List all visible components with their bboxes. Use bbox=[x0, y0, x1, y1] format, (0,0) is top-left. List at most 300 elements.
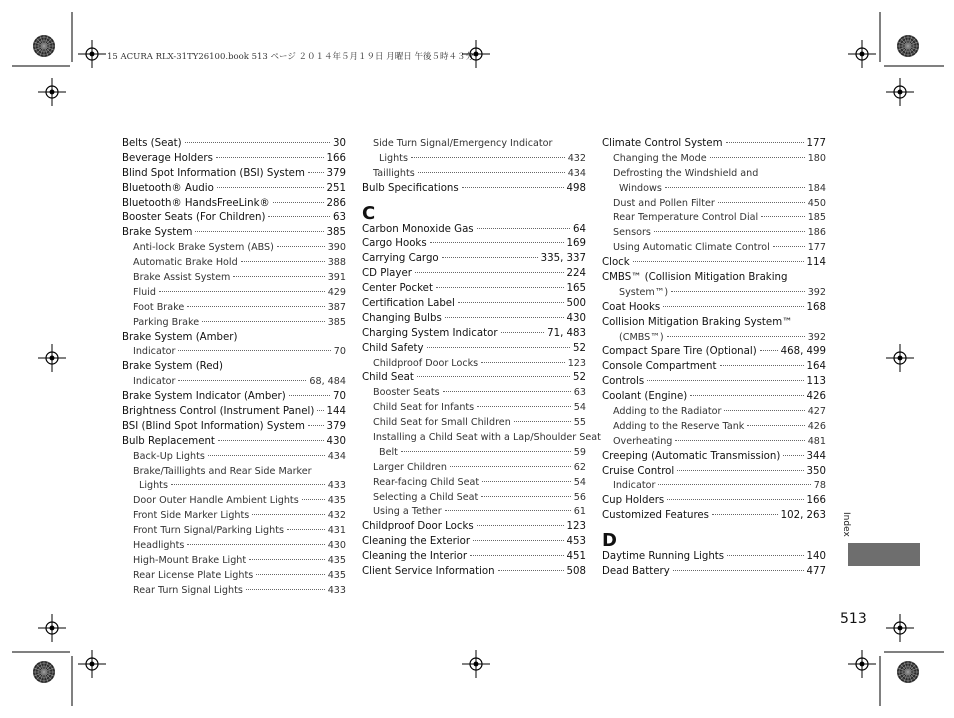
entry-label: Blind Spot Information (BSI) System bbox=[122, 167, 305, 179]
dot-leader bbox=[720, 365, 804, 366]
entry-page-ref: 427 bbox=[807, 406, 826, 418]
index-subentry bbox=[122, 479, 346, 494]
index-entry bbox=[602, 137, 826, 152]
index-entry bbox=[362, 182, 586, 197]
dot-leader bbox=[677, 470, 803, 471]
dot-leader bbox=[249, 559, 325, 560]
index-subentry bbox=[602, 211, 826, 226]
index-subentry bbox=[122, 524, 346, 539]
index-subentry bbox=[122, 584, 346, 599]
entry-label: Side Turn Signal/Emergency Indicator bbox=[373, 138, 553, 149]
dot-leader bbox=[761, 216, 805, 217]
entry-label: Child Seat for Infants bbox=[373, 402, 475, 414]
entry-label: Changing Bulbs bbox=[362, 312, 442, 324]
dot-leader bbox=[675, 440, 804, 441]
entry-label: BSI (Blind Spot Information) System bbox=[122, 420, 305, 432]
entry-label: Using a Tether bbox=[373, 506, 442, 518]
entry-label: Indicator bbox=[613, 480, 656, 492]
entry-label: Customized Features bbox=[602, 510, 709, 522]
entry-page-ref: 432 bbox=[327, 510, 346, 522]
index-subentry bbox=[362, 476, 586, 491]
entry-page-ref: 144 bbox=[326, 406, 346, 418]
index-entry bbox=[122, 360, 346, 375]
entry-label: Booster Seats (For Children) bbox=[122, 212, 266, 224]
index-entry bbox=[602, 375, 826, 390]
entry-label: Bluetooth® Audio bbox=[122, 182, 214, 194]
entry-page-ref: 30 bbox=[333, 138, 346, 149]
entry-label: Console Compartment bbox=[602, 361, 717, 373]
color-rosette bbox=[897, 661, 919, 683]
index-entry bbox=[122, 197, 346, 212]
entry-page-ref: 392 bbox=[807, 286, 826, 298]
index-subentry bbox=[362, 461, 586, 476]
entry-page-ref: 350 bbox=[806, 465, 826, 477]
entry-label: Climate Control System bbox=[602, 138, 723, 149]
index-entry bbox=[362, 252, 586, 267]
entry-page-ref: 169 bbox=[566, 238, 586, 250]
index-column-3 bbox=[602, 137, 826, 580]
entry-page-ref: 224 bbox=[566, 268, 586, 280]
entry-label: Brake Assist System bbox=[133, 272, 231, 284]
entry-label: Compact Spare Tire (Optional) bbox=[602, 346, 757, 358]
index-subentry bbox=[602, 479, 826, 494]
entry-label: Larger Children bbox=[373, 461, 447, 473]
entry-page-ref: 390 bbox=[327, 242, 346, 254]
entry-page-ref: 286 bbox=[326, 197, 346, 209]
entry-label: Rear Temperature Control Dial bbox=[613, 212, 759, 224]
entry-page-ref: 379 bbox=[326, 167, 346, 179]
index-subentry bbox=[602, 435, 826, 450]
dot-leader bbox=[233, 276, 324, 277]
index-entry bbox=[122, 211, 346, 226]
index-subentry bbox=[122, 465, 346, 480]
dot-leader bbox=[690, 395, 803, 396]
entry-page-ref: 177 bbox=[806, 138, 826, 149]
entry-label: Windows bbox=[619, 182, 662, 194]
entry-page-ref: 379 bbox=[326, 420, 346, 432]
entry-label: Cruise Control bbox=[602, 465, 675, 477]
index-entry bbox=[122, 331, 346, 346]
entry-page-ref: 62 bbox=[573, 461, 586, 473]
index-subentry bbox=[362, 416, 586, 431]
entry-label: Brake System (Amber) bbox=[122, 331, 238, 343]
entry-page-ref: 114 bbox=[806, 257, 826, 269]
entry-page-ref: 432 bbox=[567, 152, 586, 164]
dot-leader bbox=[246, 589, 325, 590]
dot-leader bbox=[308, 425, 324, 426]
index-subentry bbox=[602, 420, 826, 435]
entry-label: Taillights bbox=[373, 167, 415, 179]
index-entry bbox=[362, 282, 586, 297]
dot-leader bbox=[208, 455, 325, 456]
dot-leader bbox=[317, 410, 323, 411]
entry-label: System™) bbox=[619, 286, 669, 298]
entry-label: Daytime Running Lights bbox=[602, 551, 725, 563]
dot-leader bbox=[654, 231, 805, 232]
entry-page-ref: 166 bbox=[806, 495, 826, 507]
entry-page-ref: 166 bbox=[326, 152, 346, 164]
entry-page-ref: 433 bbox=[327, 480, 346, 492]
entry-label: Cargo Hooks bbox=[362, 238, 427, 250]
index-subentry bbox=[602, 241, 826, 256]
index-subentry bbox=[122, 271, 346, 286]
dot-leader bbox=[760, 350, 778, 351]
entry-page-ref: 392 bbox=[807, 331, 826, 343]
entry-label: Carrying Cargo bbox=[362, 253, 439, 265]
entry-label: Belt bbox=[379, 446, 398, 458]
registration-target bbox=[38, 614, 66, 642]
entry-label: Defrosting the Windshield and bbox=[613, 167, 759, 179]
entry-page-ref: 435 bbox=[327, 554, 346, 566]
dot-leader bbox=[718, 202, 805, 203]
dot-leader bbox=[302, 499, 325, 500]
index-entry bbox=[602, 509, 826, 524]
entry-page-ref: 450 bbox=[807, 197, 826, 209]
index-entry bbox=[602, 345, 826, 360]
dot-leader bbox=[415, 272, 564, 273]
dot-leader bbox=[501, 332, 545, 333]
dot-leader bbox=[218, 440, 324, 441]
dot-leader bbox=[436, 287, 564, 288]
dot-leader bbox=[724, 410, 804, 411]
index-entry bbox=[122, 167, 346, 182]
entry-label: Child Seat for Small Children bbox=[373, 417, 511, 429]
entry-page-ref: 59 bbox=[573, 446, 586, 458]
entry-label: Using Automatic Climate Control bbox=[613, 242, 770, 254]
index-entry bbox=[362, 520, 586, 535]
entry-label: Cup Holders bbox=[602, 495, 665, 507]
dot-leader bbox=[418, 172, 565, 173]
entry-label: Front Turn Signal/Parking Lights bbox=[133, 525, 284, 537]
dot-leader bbox=[712, 514, 778, 515]
entry-page-ref: 481 bbox=[807, 435, 826, 447]
entry-label: Door Outer Handle Ambient Lights bbox=[133, 495, 299, 507]
index-tab bbox=[848, 543, 920, 566]
page-number: 513 bbox=[840, 611, 867, 627]
index-subentry bbox=[122, 345, 346, 360]
index-subentry bbox=[362, 446, 586, 461]
index-entry bbox=[122, 137, 346, 152]
entry-page-ref: 385 bbox=[327, 316, 346, 328]
entry-page-ref: 388 bbox=[327, 257, 346, 269]
dot-leader bbox=[481, 496, 570, 497]
entry-label: Lights bbox=[379, 152, 408, 164]
registration-target bbox=[78, 650, 106, 678]
index-entry bbox=[362, 565, 586, 580]
index-subentry bbox=[122, 256, 346, 271]
entry-label: Selecting a Child Seat bbox=[373, 491, 479, 503]
dot-leader bbox=[202, 321, 325, 322]
color-rosette bbox=[897, 35, 919, 57]
dot-leader bbox=[477, 228, 570, 229]
entry-page-ref: 54 bbox=[573, 402, 586, 414]
index-column-1 bbox=[122, 137, 346, 599]
index-subentry bbox=[362, 137, 586, 152]
index-subentry bbox=[122, 301, 346, 316]
registration-target bbox=[78, 40, 106, 68]
index-entry bbox=[122, 226, 346, 241]
entry-page-ref: 54 bbox=[573, 476, 586, 488]
dot-leader bbox=[268, 216, 330, 217]
dot-leader bbox=[216, 157, 324, 158]
index-tab-label: Index bbox=[841, 512, 851, 537]
entry-page-ref: 477 bbox=[806, 566, 826, 578]
entry-label: Front Side Marker Lights bbox=[133, 510, 250, 522]
dot-leader bbox=[430, 242, 564, 243]
entry-page-ref: 387 bbox=[327, 301, 346, 313]
entry-label: Rear License Plate Lights bbox=[133, 569, 254, 581]
entry-label: Brake System Indicator (Amber) bbox=[122, 391, 286, 403]
dot-leader bbox=[427, 347, 571, 348]
entry-page-ref: 434 bbox=[327, 450, 346, 462]
entry-label: Child Seat bbox=[362, 372, 414, 384]
color-rosette bbox=[33, 35, 55, 57]
dot-leader bbox=[773, 246, 805, 247]
entry-page-ref: 391 bbox=[327, 272, 346, 284]
entry-page-ref: 164 bbox=[806, 361, 826, 373]
index-subentry bbox=[122, 494, 346, 509]
entry-page-ref: 123 bbox=[567, 357, 586, 369]
index-entry bbox=[362, 237, 586, 252]
dot-leader bbox=[473, 540, 564, 541]
index-entry bbox=[602, 494, 826, 509]
dot-leader bbox=[477, 406, 571, 407]
index-subentry bbox=[602, 197, 826, 212]
index-subentry bbox=[122, 569, 346, 584]
index-subentry bbox=[122, 539, 346, 554]
entry-label: Indicator bbox=[133, 376, 176, 388]
index-subentry bbox=[362, 357, 586, 372]
index-entry bbox=[122, 182, 346, 197]
dot-leader bbox=[783, 455, 803, 456]
entry-page-ref: 344 bbox=[806, 450, 826, 462]
entry-label: Center Pocket bbox=[362, 283, 433, 295]
index-entry bbox=[122, 435, 346, 450]
dot-leader bbox=[470, 555, 564, 556]
entry-page-ref: 430 bbox=[566, 312, 586, 324]
dot-leader bbox=[443, 391, 571, 392]
entry-label: Parking Brake bbox=[133, 316, 200, 328]
index-entry bbox=[122, 405, 346, 420]
registration-target bbox=[38, 78, 66, 106]
entry-label: Coat Hooks bbox=[602, 301, 661, 313]
dot-leader bbox=[401, 451, 571, 452]
entry-label: Creeping (Automatic Transmission) bbox=[602, 450, 781, 462]
entry-label: Childproof Door Locks bbox=[373, 357, 479, 369]
entry-page-ref: 251 bbox=[326, 182, 346, 194]
index-entry bbox=[122, 420, 346, 435]
index-subentry bbox=[362, 152, 586, 167]
index-entry bbox=[362, 297, 586, 312]
entry-label: Client Service Information bbox=[362, 566, 495, 578]
index-entry bbox=[602, 465, 826, 480]
entry-label: Belts (Seat) bbox=[122, 138, 182, 149]
entry-label: Cleaning the Interior bbox=[362, 551, 468, 563]
registration-target bbox=[462, 650, 490, 678]
registration-target bbox=[462, 40, 490, 68]
index-letter-heading: C bbox=[362, 202, 376, 224]
entry-label: Rear-facing Child Seat bbox=[373, 476, 480, 488]
dot-leader bbox=[477, 525, 564, 526]
entry-page-ref: 430 bbox=[327, 540, 346, 552]
entry-page-ref: 52 bbox=[573, 342, 586, 354]
index-subentry bbox=[362, 167, 586, 182]
entry-label: Bulb Specifications bbox=[362, 182, 459, 194]
entry-label: Brake System bbox=[122, 227, 193, 239]
index-subentry bbox=[602, 405, 826, 420]
index-subentry bbox=[122, 509, 346, 524]
index-column-2 bbox=[362, 137, 601, 580]
dot-leader bbox=[665, 187, 805, 188]
index-subentry bbox=[602, 226, 826, 241]
index-subentry bbox=[602, 286, 826, 301]
index-subentry bbox=[362, 401, 586, 416]
index-entry bbox=[122, 390, 346, 405]
entry-label: Brightness Control (Instrument Panel) bbox=[122, 406, 315, 418]
entry-label: Adding to the Radiator bbox=[613, 406, 722, 418]
index-subentry bbox=[122, 241, 346, 256]
entry-label: Headlights bbox=[133, 540, 185, 552]
index-entry bbox=[602, 550, 826, 565]
dot-leader bbox=[462, 187, 564, 188]
index-subentry bbox=[362, 505, 586, 520]
dot-leader bbox=[667, 499, 803, 500]
entry-label: Rear Turn Signal Lights bbox=[133, 584, 243, 596]
entry-label: Overheating bbox=[613, 435, 673, 447]
index-letter-heading: D bbox=[602, 530, 617, 552]
dot-leader bbox=[195, 231, 323, 232]
registration-target bbox=[848, 650, 876, 678]
index-entry bbox=[602, 271, 826, 286]
entry-label: Controls bbox=[602, 376, 645, 388]
entry-page-ref: 434 bbox=[567, 167, 586, 179]
dot-leader bbox=[289, 395, 330, 396]
entry-page-ref: 165 bbox=[566, 283, 586, 295]
index-subentry bbox=[602, 152, 826, 167]
registration-target bbox=[848, 40, 876, 68]
index-entry bbox=[602, 565, 826, 580]
index-entry bbox=[362, 312, 586, 327]
dot-leader bbox=[671, 291, 805, 292]
entry-page-ref: 68, 484 bbox=[309, 376, 346, 388]
entry-label: Coolant (Engine) bbox=[602, 391, 688, 403]
entry-label: CMBS™ (Collision Mitigation Braking bbox=[602, 272, 788, 284]
entry-label: Fluid bbox=[133, 286, 157, 298]
entry-label: Certification Label bbox=[362, 298, 455, 310]
entry-page-ref: 177 bbox=[807, 242, 826, 254]
index-entry bbox=[362, 327, 586, 342]
index-subentry bbox=[362, 491, 586, 506]
dot-leader bbox=[482, 481, 571, 482]
entry-label: Collision Mitigation Braking System™ bbox=[602, 316, 793, 328]
dot-leader bbox=[185, 142, 330, 143]
index-subentry bbox=[122, 375, 346, 390]
entry-label: Automatic Brake Hold bbox=[133, 257, 238, 269]
entry-page-ref: 508 bbox=[566, 566, 586, 578]
entry-label: Installing a Child Seat with a Lap/Shoulder Seat bbox=[373, 432, 601, 444]
dot-leader bbox=[277, 246, 325, 247]
dot-leader bbox=[450, 466, 571, 467]
dot-leader bbox=[417, 376, 570, 377]
dot-leader bbox=[747, 425, 804, 426]
entry-page-ref: 429 bbox=[327, 286, 346, 298]
dot-leader bbox=[308, 172, 324, 173]
dot-leader bbox=[673, 570, 804, 571]
entry-label: Changing the Mode bbox=[613, 152, 707, 164]
index-subentry bbox=[122, 316, 346, 331]
entry-label: Clock bbox=[602, 257, 630, 269]
entry-page-ref: 453 bbox=[566, 536, 586, 548]
registration-target bbox=[886, 614, 914, 642]
dot-leader bbox=[458, 302, 564, 303]
entry-page-ref: 186 bbox=[807, 227, 826, 239]
entry-label: Brake System (Red) bbox=[122, 361, 223, 373]
entry-label: Bluetooth® HandsFreeLink® bbox=[122, 197, 270, 209]
entry-page-ref: 140 bbox=[806, 551, 826, 563]
index-subentry bbox=[122, 286, 346, 301]
entry-page-ref: 451 bbox=[566, 551, 586, 563]
entry-page-ref: 102, 263 bbox=[780, 510, 826, 522]
index-entry bbox=[602, 390, 826, 405]
index-entry bbox=[362, 371, 586, 386]
entry-label: Sensors bbox=[613, 227, 651, 239]
entry-label: Dead Battery bbox=[602, 566, 670, 578]
entry-label: Childproof Door Locks bbox=[362, 521, 474, 533]
dot-leader bbox=[647, 380, 803, 381]
dot-leader bbox=[217, 187, 324, 188]
dot-leader bbox=[178, 350, 330, 351]
entry-page-ref: 184 bbox=[807, 182, 826, 194]
dot-leader bbox=[633, 261, 804, 262]
index-subentry bbox=[122, 450, 346, 465]
entry-page-ref: 78 bbox=[813, 480, 826, 492]
index-entry bbox=[122, 152, 346, 167]
entry-page-ref: 61 bbox=[573, 506, 586, 518]
dot-leader bbox=[187, 306, 324, 307]
index-entry bbox=[362, 267, 586, 282]
dot-leader bbox=[727, 555, 803, 556]
dot-leader bbox=[287, 529, 325, 530]
index-subentry bbox=[602, 182, 826, 197]
entry-page-ref: 168 bbox=[806, 301, 826, 313]
index-subentry bbox=[362, 431, 601, 446]
entry-page-ref: 64 bbox=[573, 223, 586, 235]
entry-page-ref: 70 bbox=[333, 391, 346, 403]
entry-label: Adding to the Reserve Tank bbox=[613, 420, 745, 432]
entry-label: (CMBS™) bbox=[619, 331, 664, 343]
entry-page-ref: 468, 499 bbox=[780, 346, 826, 358]
dot-leader bbox=[171, 484, 325, 485]
dot-leader bbox=[411, 157, 565, 158]
entry-page-ref: 71, 483 bbox=[547, 327, 586, 339]
entry-page-ref: 498 bbox=[566, 182, 586, 194]
index-entry bbox=[602, 360, 826, 375]
dot-leader bbox=[178, 380, 306, 381]
index-entry bbox=[362, 550, 586, 565]
entry-page-ref: 113 bbox=[806, 376, 826, 388]
dot-leader bbox=[445, 317, 564, 318]
index-entry bbox=[602, 316, 826, 331]
dot-leader bbox=[514, 421, 571, 422]
entry-label: Cleaning the Exterior bbox=[362, 536, 471, 548]
index-entry bbox=[602, 450, 826, 465]
registration-target bbox=[886, 78, 914, 106]
dot-leader bbox=[726, 142, 804, 143]
dot-leader bbox=[445, 510, 571, 511]
dot-leader bbox=[273, 202, 324, 203]
entry-page-ref: 426 bbox=[807, 420, 826, 432]
entry-page-ref: 55 bbox=[573, 417, 586, 429]
